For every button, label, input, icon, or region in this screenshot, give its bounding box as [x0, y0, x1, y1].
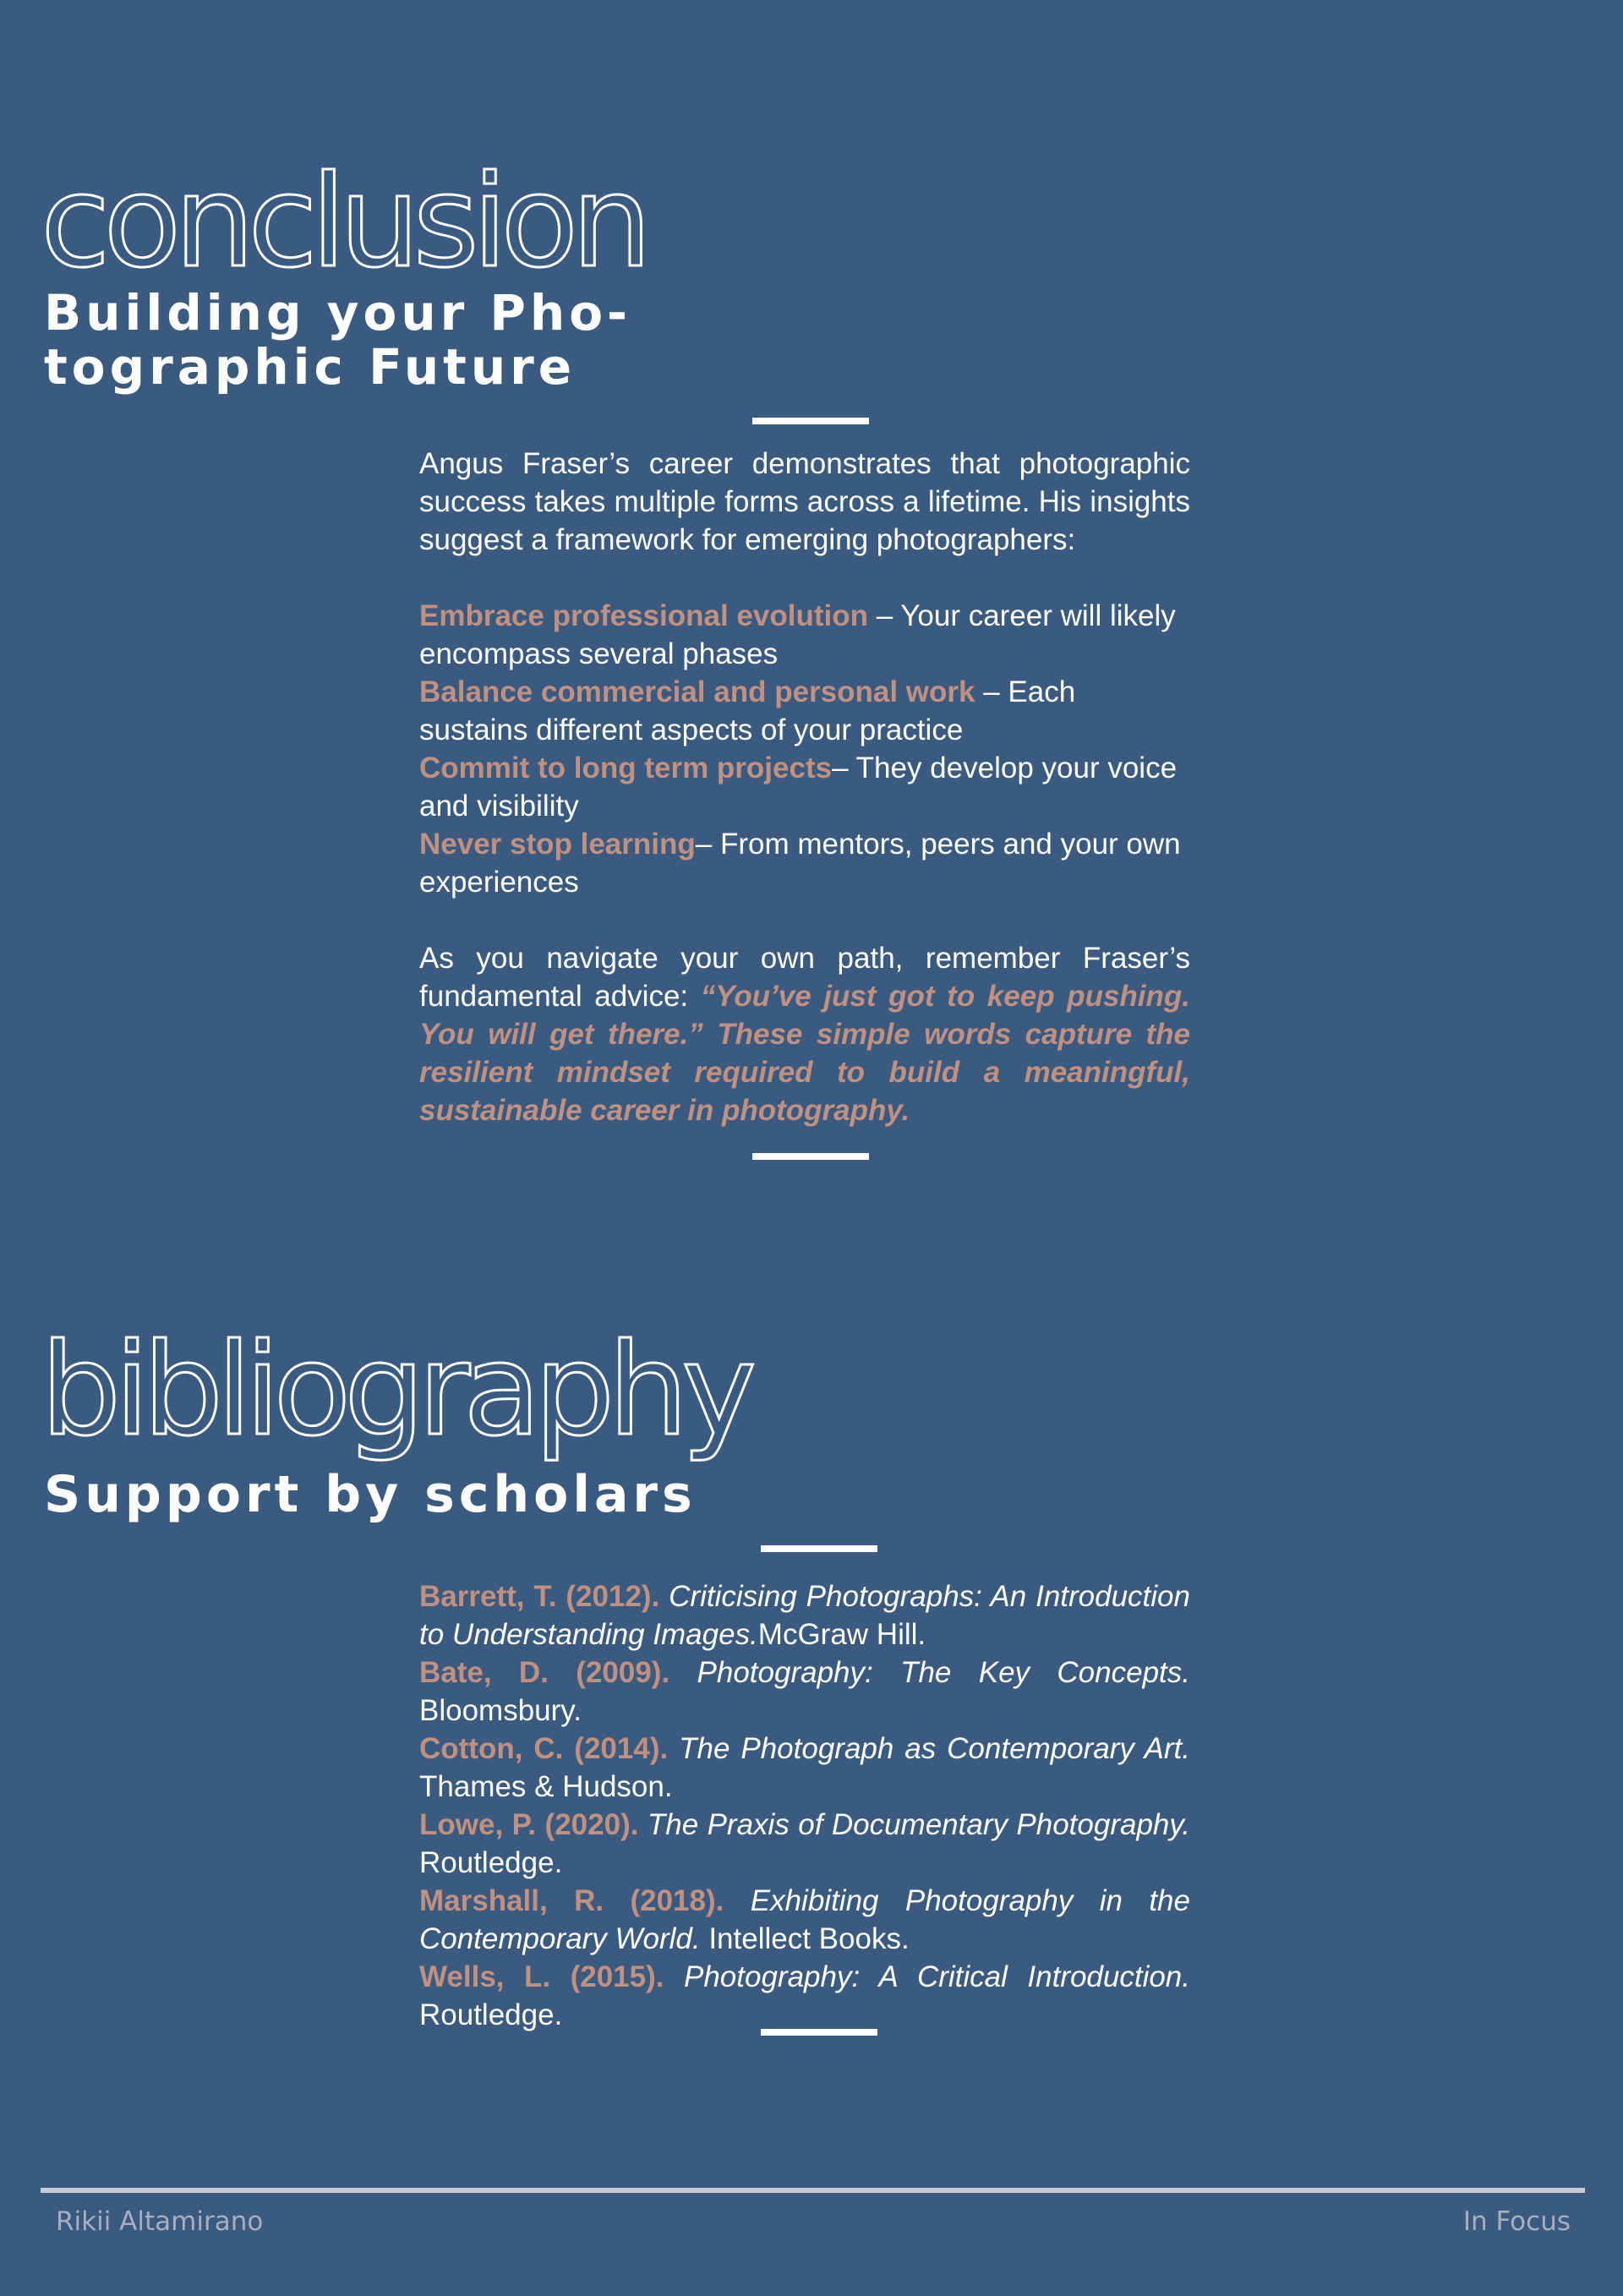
entry-author: Cotton, C. (2014).: [419, 1732, 669, 1765]
conclusion-heading: conclusion: [41, 149, 646, 296]
entry-title: Photography: The Key Concepts.: [669, 1656, 1190, 1689]
divider-bottom-bibliography: [761, 2029, 877, 2036]
divider-top-conclusion: [752, 418, 869, 424]
closing-lead: As you navigate your own path, remember Fraser’s fundamental advice:: [419, 942, 1190, 1013]
conclusion-closing: [419, 939, 1190, 1129]
principles-list: [419, 597, 1190, 901]
bibliography-entry: [419, 1958, 1190, 2034]
entry-publisher: Thames & Hudson.: [419, 1770, 673, 1803]
footer-rule: [41, 2188, 1585, 2193]
principle-text: – Your career will likely encompass several phases: [419, 599, 1176, 670]
spacer: [419, 559, 1190, 597]
principle-label: Commit to long term projects: [419, 752, 833, 784]
bibliography-entry: [419, 1730, 1190, 1806]
entry-title: Photography: A Critical Introduction.: [664, 1960, 1191, 1993]
divider-bottom-conclusion: [752, 1153, 869, 1160]
entry-author: Marshall, R. (2018).: [419, 1884, 724, 1917]
bibliography-list: [419, 1577, 1190, 2034]
principle-label: Never stop learning: [419, 828, 696, 861]
entry-author: Bate, D. (2009).: [419, 1656, 670, 1689]
principle-item: [419, 673, 1190, 749]
entry-title: Criticising Photographs: An Introduction to Understanding Images.: [419, 1580, 1190, 1651]
entry-publisher: Routledge.: [419, 1846, 563, 1879]
entry-publisher: Bloomsbury.: [419, 1694, 582, 1727]
entry-publisher: Routledge.: [419, 1998, 563, 2031]
bibliography-entry: [419, 1654, 1190, 1730]
conclusion-intro: Angus Fraser’s career demonstrates that photographic success takes multiple forms across a lifetime. His insights suggest a framework for emerging photographers:: [419, 447, 1190, 556]
principle-text: – From mentors, peers and your own experiences: [419, 828, 1181, 899]
principle-item: [419, 825, 1190, 901]
entry-title: Exhibiting Photography in the Contemporary World.: [419, 1884, 1190, 1955]
closing-quote: “You’ve just got to keep pushing. You will get there.” These simple words capture the resilient mindset required to build a meaningful, sustainable career in photography.: [419, 980, 1190, 1127]
conclusion-body: [419, 445, 1190, 1129]
principle-text: – Each sustains different aspects of your practice: [419, 675, 1076, 746]
bibliography-subtitle: Support by scholars: [44, 1465, 697, 1524]
entry-author: Lowe, P. (2020).: [419, 1808, 639, 1841]
divider-top-bibliography: [761, 1545, 877, 1552]
entry-title: The Photograph as Contemporary Art.: [668, 1732, 1190, 1765]
bibliography-entry: [419, 1806, 1190, 1882]
principle-label: Balance commercial and personal work: [419, 675, 975, 708]
entry-publisher: Intellect Books.: [700, 1922, 910, 1955]
principle-text: – They develop your voice and visibility: [419, 752, 1178, 823]
footer-author: Rikii Altamirano: [56, 2206, 264, 2237]
entry-author: Wells, L. (2015).: [419, 1960, 664, 1993]
footer-publication: In Focus: [1462, 2206, 1571, 2237]
spacer: [419, 901, 1190, 939]
entry-publisher: McGraw Hill.: [757, 1618, 926, 1651]
bibliography-heading: bibliography: [41, 1317, 751, 1464]
bibliography-entry: [419, 1882, 1190, 1958]
conclusion-subtitle: Building your Pho- tographic Future: [44, 284, 632, 396]
entry-title: The Praxis of Documentary Photography.: [638, 1808, 1190, 1841]
principle-item: [419, 597, 1190, 673]
principle-item: [419, 749, 1190, 825]
principle-label: Embrace professional evolution: [419, 599, 868, 632]
bibliography-entry: [419, 1577, 1190, 1654]
entry-author: Barrett, T. (2012).: [419, 1580, 660, 1613]
